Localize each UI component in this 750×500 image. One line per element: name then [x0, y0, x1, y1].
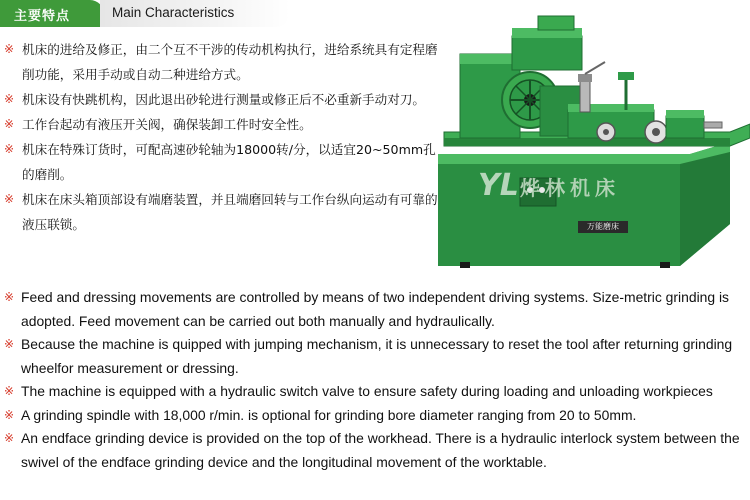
en-item-text: Feed and dressing movements are controlled by means of two independent driving systems. Size-metric grinding is adopted. Feed movement can be carried out both manually and hydraulically. — [21, 289, 729, 329]
en-list-item — [4, 404, 750, 428]
bullet-mark-icon: ※ — [4, 431, 15, 445]
zh-item-text: 工作台起动有液压开关阀，确保装卸工件时安全性。 — [22, 117, 312, 132]
zh-list-item — [4, 137, 444, 187]
en-item-text: Because the machine is quipped with jumping mechanism, it is unnecessary to reset the tool after returning grinding wheelfor measurement or dressing. — [21, 336, 733, 376]
bullet-mark-icon: ※ — [4, 384, 15, 398]
bullet-mark-icon: ※ — [4, 42, 15, 56]
zh-item-text: 机床的进给及修正，由二个互不干涉的传动机构执行，进给系统具有定程磨削功能，采用手动或自动二种进给方式。 — [22, 42, 438, 82]
en-list-item — [4, 427, 750, 474]
zh-feature-list — [4, 37, 444, 237]
en-item-text: A grinding spindle with 18,000 r/min. is optional for grinding bore diameter ranging from 20 to 50mm. — [21, 406, 637, 423]
zh-list-item — [4, 112, 444, 137]
en-item-text: The machine is equipped with a hydraulic switch valve to ensure safety during loading and unloading workpieces — [21, 383, 713, 399]
header-tab-label: 主要特点 — [14, 9, 71, 24]
bullet-mark-icon: ※ — [4, 290, 15, 304]
bullet-mark-icon: ※ — [4, 407, 15, 422]
bullet-mark-icon: ※ — [4, 192, 15, 206]
en-feature-list — [4, 286, 750, 474]
zh-item-text: 机床设有快跳机构，因此退出砂轮进行测量或修正后不必重新手动对刀。 — [22, 92, 425, 107]
bullet-mark-icon: ※ — [4, 142, 15, 156]
zh-list-item — [4, 187, 444, 237]
grinding-machine-image — [430, 14, 750, 276]
en-item-text: An endface grinding device is provided on the top of the workhead. There is a hydraulic interlock system between the swivel of the endface grinding device and the longitudinal movement of the worktable. — [21, 430, 740, 470]
bullet-mark-icon: ※ — [4, 337, 15, 351]
machine-nameplate: 万能磨床 — [578, 221, 628, 233]
zh-list-item — [4, 37, 444, 87]
bullet-mark-icon: ※ — [4, 92, 15, 106]
en-list-item — [4, 333, 750, 380]
en-list-item — [4, 286, 750, 333]
zh-item-text: 机床在特殊订货时，可配高速砂轮轴为18000转/分，以适宜20~50mm孔的磨削。 — [22, 142, 436, 182]
zh-list-item — [4, 87, 444, 112]
brand-watermark: 烨林机床 — [520, 176, 620, 200]
bullet-mark-icon: ※ — [4, 117, 15, 131]
section-header — [0, 0, 290, 27]
zh-item-text: 机床在床头箱顶部设有端磨装置，并且端磨回转与工作台纵向运动有可靠的液压联锁。 — [22, 192, 438, 232]
header-title: Main Characteristics — [112, 5, 235, 20]
en-list-item — [4, 380, 750, 404]
brand-logo: YL — [478, 168, 519, 203]
